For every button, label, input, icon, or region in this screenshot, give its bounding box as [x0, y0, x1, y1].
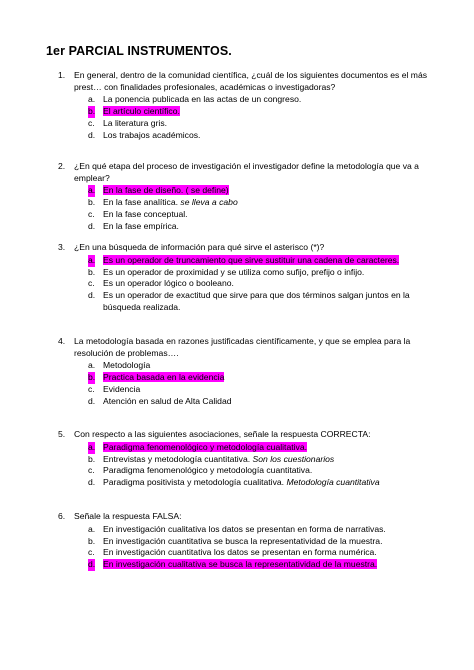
option-note: Son los cuestionarios	[252, 453, 335, 464]
question-number: 6.	[58, 511, 66, 521]
question-number: 5.	[58, 429, 66, 439]
option-d: d. Los trabajos académicos.	[88, 129, 201, 140]
options-list	[58, 94, 448, 142]
question-stem	[58, 336, 448, 359]
option-d: d. En la fase empírica.	[88, 220, 179, 231]
question-6	[58, 511, 448, 571]
options-list	[58, 442, 448, 490]
page-title: 1er PARCIAL INSTRUMENTOS.	[46, 44, 232, 58]
question-number: 1.	[58, 70, 66, 80]
question-number: 4.	[58, 336, 66, 346]
option-d: d. Paradigma positivista y metodología cualitativa. Metodología cuantitativa	[88, 477, 380, 488]
question-stem	[58, 511, 448, 523]
option-b: b. Es un operador de proximidad y se utiliza como sufijo, prefijo o infijo.	[88, 266, 365, 277]
question-number: 2.	[58, 161, 66, 171]
question-5	[58, 429, 448, 489]
option-c: c. En la fase conceptual.	[88, 209, 188, 219]
question-text: En general, dentro de la comunidad científica, ¿cuál de los siguientes documentos es el más prest… con finalidades profesionales, académicas o investigadoras?	[74, 70, 428, 92]
option-a: a. La ponencia publicada en las actas de un congreso.	[88, 94, 302, 105]
question-3	[58, 242, 448, 314]
option-c: c. Evidencia	[88, 384, 141, 394]
option-b: b. En investigación cuantitativa se busca la representatividad de la muestra.	[88, 535, 383, 546]
options-list	[58, 255, 448, 315]
question-text: La metodología basada en razones justificadas científicamente, y que se emplea para la resolución de problemas….	[74, 336, 411, 358]
option-c: c. Es un operador lógico o booleano.	[88, 278, 234, 289]
option-a: a. En investigación cualitativa los datos se presentan en forma de narrativas.	[88, 523, 386, 534]
options-list	[58, 185, 448, 233]
option-a: a. En la fase de diseño. ( se define)	[88, 185, 229, 196]
option-c: c. En investigación cuantitativa los datos se presentan en forma numérica.	[88, 547, 377, 558]
question-stem	[58, 429, 448, 441]
question-text: Con respecto a las siguientes asociaciones, señale la respuesta CORRECTA:	[74, 429, 371, 439]
question-stem	[58, 161, 448, 184]
option-a: a. Es un operador de truncamiento que sirve sustituir una cadena de caracteres.	[88, 254, 400, 265]
option-note: se lleva a cabo	[180, 197, 238, 208]
options-list	[58, 524, 448, 572]
question-text: Señale la respuesta FALSA:	[74, 511, 182, 521]
question-stem	[58, 70, 448, 93]
option-note: Metodología cuantitativa	[286, 477, 380, 488]
question-text: ¿En una búsqueda de información para qué sirve el asterisco (*)?	[74, 242, 325, 252]
question-text: ¿En qué etapa del proceso de investigación el investigador define la metodología que va a emplear?	[74, 161, 419, 183]
question-4	[58, 336, 448, 408]
option-b: b. En la fase analítica. se lleva a cabo	[88, 197, 238, 208]
option-d: d. En investigación cualitativa se busca la representatividad de la muestra.	[88, 559, 378, 570]
option-d: d. Atención en salud de Alta Calidad	[88, 395, 232, 406]
option-b: b. Practica basada en la evidencia	[88, 372, 225, 383]
question-number: 3.	[58, 242, 66, 252]
options-list	[58, 360, 448, 408]
question-2	[58, 161, 448, 233]
option-b: b. El artículo científico.	[88, 106, 180, 117]
option-b: b. Entrevistas y metodología cuantitativa. Son los cuestionarios	[88, 453, 335, 464]
option-c: c. Paradigma fenomenológico y metodología cuantitativa.	[88, 465, 313, 476]
option-a: a. Metodología	[88, 360, 151, 371]
question-stem	[58, 242, 448, 254]
option-d: d. Es un operador de exactitud que sirve para que dos términos salgan juntos en la búsqueda realizada.	[88, 290, 410, 313]
option-a: a. Paradigma fenomenológico y metodología cualitativa.	[88, 441, 307, 452]
option-c: c. La literatura gris.	[88, 118, 168, 128]
question-1	[58, 70, 448, 142]
